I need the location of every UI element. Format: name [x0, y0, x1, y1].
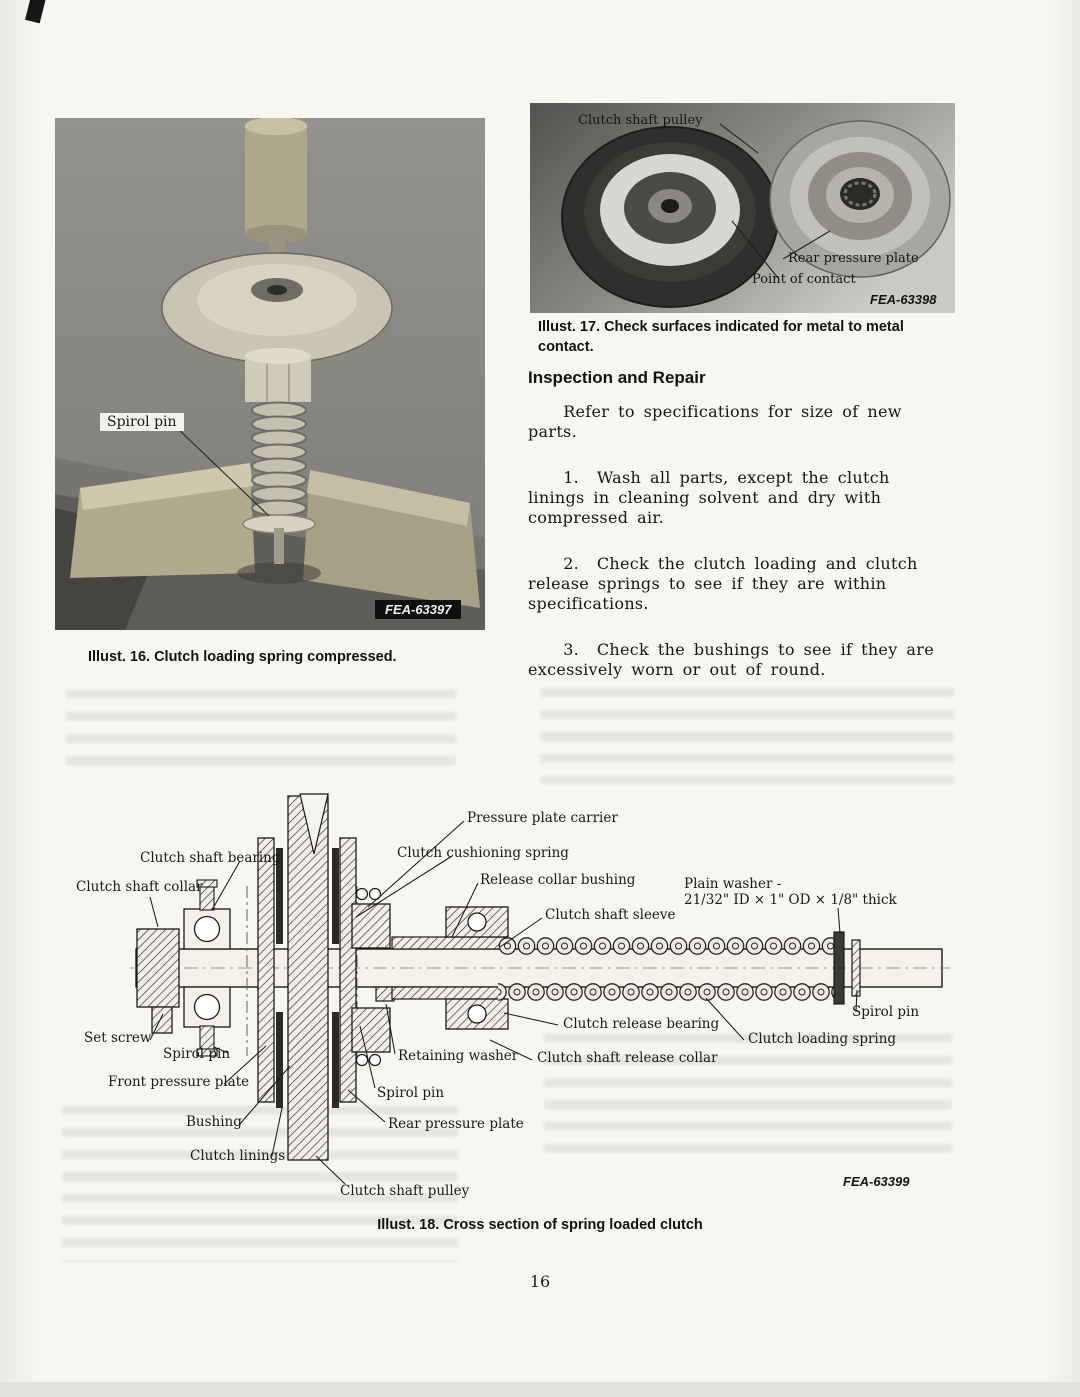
photo-id-fea-63397: FEA-63397: [375, 600, 461, 619]
diagram-label-clutch-cushioning-spring: Clutch cushioning spring: [397, 845, 569, 861]
scan-artifact: [25, 0, 46, 23]
photo-label-point-of-contact: Point of contact: [752, 272, 856, 287]
illust-16-caption: Illust. 16. Clutch loading spring compressed.: [88, 649, 397, 665]
illust-18-caption: Illust. 18. Cross section of spring loaded clutch: [377, 1217, 703, 1233]
illust-17-caption: Illust. 17. Check surfaces indicated for metal to metal contact.: [538, 319, 904, 355]
photo-pulley-and-pressure-plate: [530, 103, 955, 313]
diagram-label-clutch-shaft-collar: Clutch shaft collar: [76, 879, 203, 895]
diagram-label-release-collar-bushing: Release collar bushing: [480, 872, 636, 888]
body-text-column: [528, 402, 954, 706]
diagram-label-clutch-shaft-bearing: Clutch shaft bearing: [140, 850, 281, 866]
photo-id-fea-63399: FEA-63399: [843, 1174, 910, 1189]
diagram-label-spirol-pin-right: Spirol pin: [852, 1004, 920, 1020]
section-heading-inspection-and-repair: Inspection and Repair: [528, 368, 706, 387]
bleed-through-text: [66, 690, 456, 774]
diagram-label-clutch-linings: Clutch linings: [190, 1148, 286, 1164]
diagram-label-pressure-plate-carrier: Pressure plate carrier: [467, 810, 618, 826]
diagram-label-clutch-loading-spring: Clutch loading spring: [748, 1031, 897, 1047]
paragraph: 2. Check the clutch loading and clutch release springs to see if they are within specifications.: [528, 554, 918, 613]
pulley-photo-illustration: [530, 103, 955, 313]
plain-washer-line2: 21/32" ID × 1" OD × 1/8" thick: [684, 892, 897, 908]
photo-label-spirol-pin: Spirol pin: [100, 413, 184, 431]
diagram-label-clutch-shaft-sleeve: Clutch shaft sleeve: [545, 907, 676, 923]
photo-label-clutch-shaft-pulley: Clutch shaft pulley: [578, 113, 703, 128]
photo-clutch-spring-compressed: [55, 118, 485, 630]
diagram-label-spirol-pin-mid: Spirol pin: [377, 1085, 445, 1101]
page-number: 16: [529, 1272, 551, 1291]
paragraph: Refer to specifications for size of new parts.: [528, 402, 902, 441]
diagram-label-rear-pressure-plate: Rear pressure plate: [388, 1116, 524, 1132]
diagram-label-clutch-release-bearing: Clutch release bearing: [563, 1016, 720, 1032]
photo-label-rear-pressure-plate: Rear pressure plate: [788, 251, 919, 266]
diagram-label-plain-washer: [684, 876, 897, 908]
diagram-label-bushing: Bushing: [186, 1114, 242, 1130]
paragraph: 3. Check the bushings to see if they are excessively worn or out of round.: [528, 640, 934, 679]
diagram-label-clutch-shaft-release-collar: Clutch shaft release collar: [537, 1050, 718, 1066]
diagram-label-retaining-washer: Retaining washer: [398, 1048, 519, 1064]
photo-id-fea-63398: FEA-63398: [870, 292, 937, 307]
diagram-label-spirol-pin-left: Spirol pin: [163, 1046, 231, 1062]
diagram-label-clutch-shaft-pulley: Clutch shaft pulley: [340, 1183, 470, 1199]
scan-edge-bottom: [0, 1382, 1080, 1397]
vise-photo-illustration: [55, 118, 485, 630]
diagram-label-set-screw: Set screw: [84, 1030, 152, 1046]
diagram-label-front-pressure-plate: Front pressure plate: [108, 1074, 250, 1090]
plain-washer-line1: Plain washer -: [684, 876, 782, 892]
paragraph: 1. Wash all parts, except the clutch linings in cleaning solvent and dry with compressed air.: [528, 468, 890, 527]
